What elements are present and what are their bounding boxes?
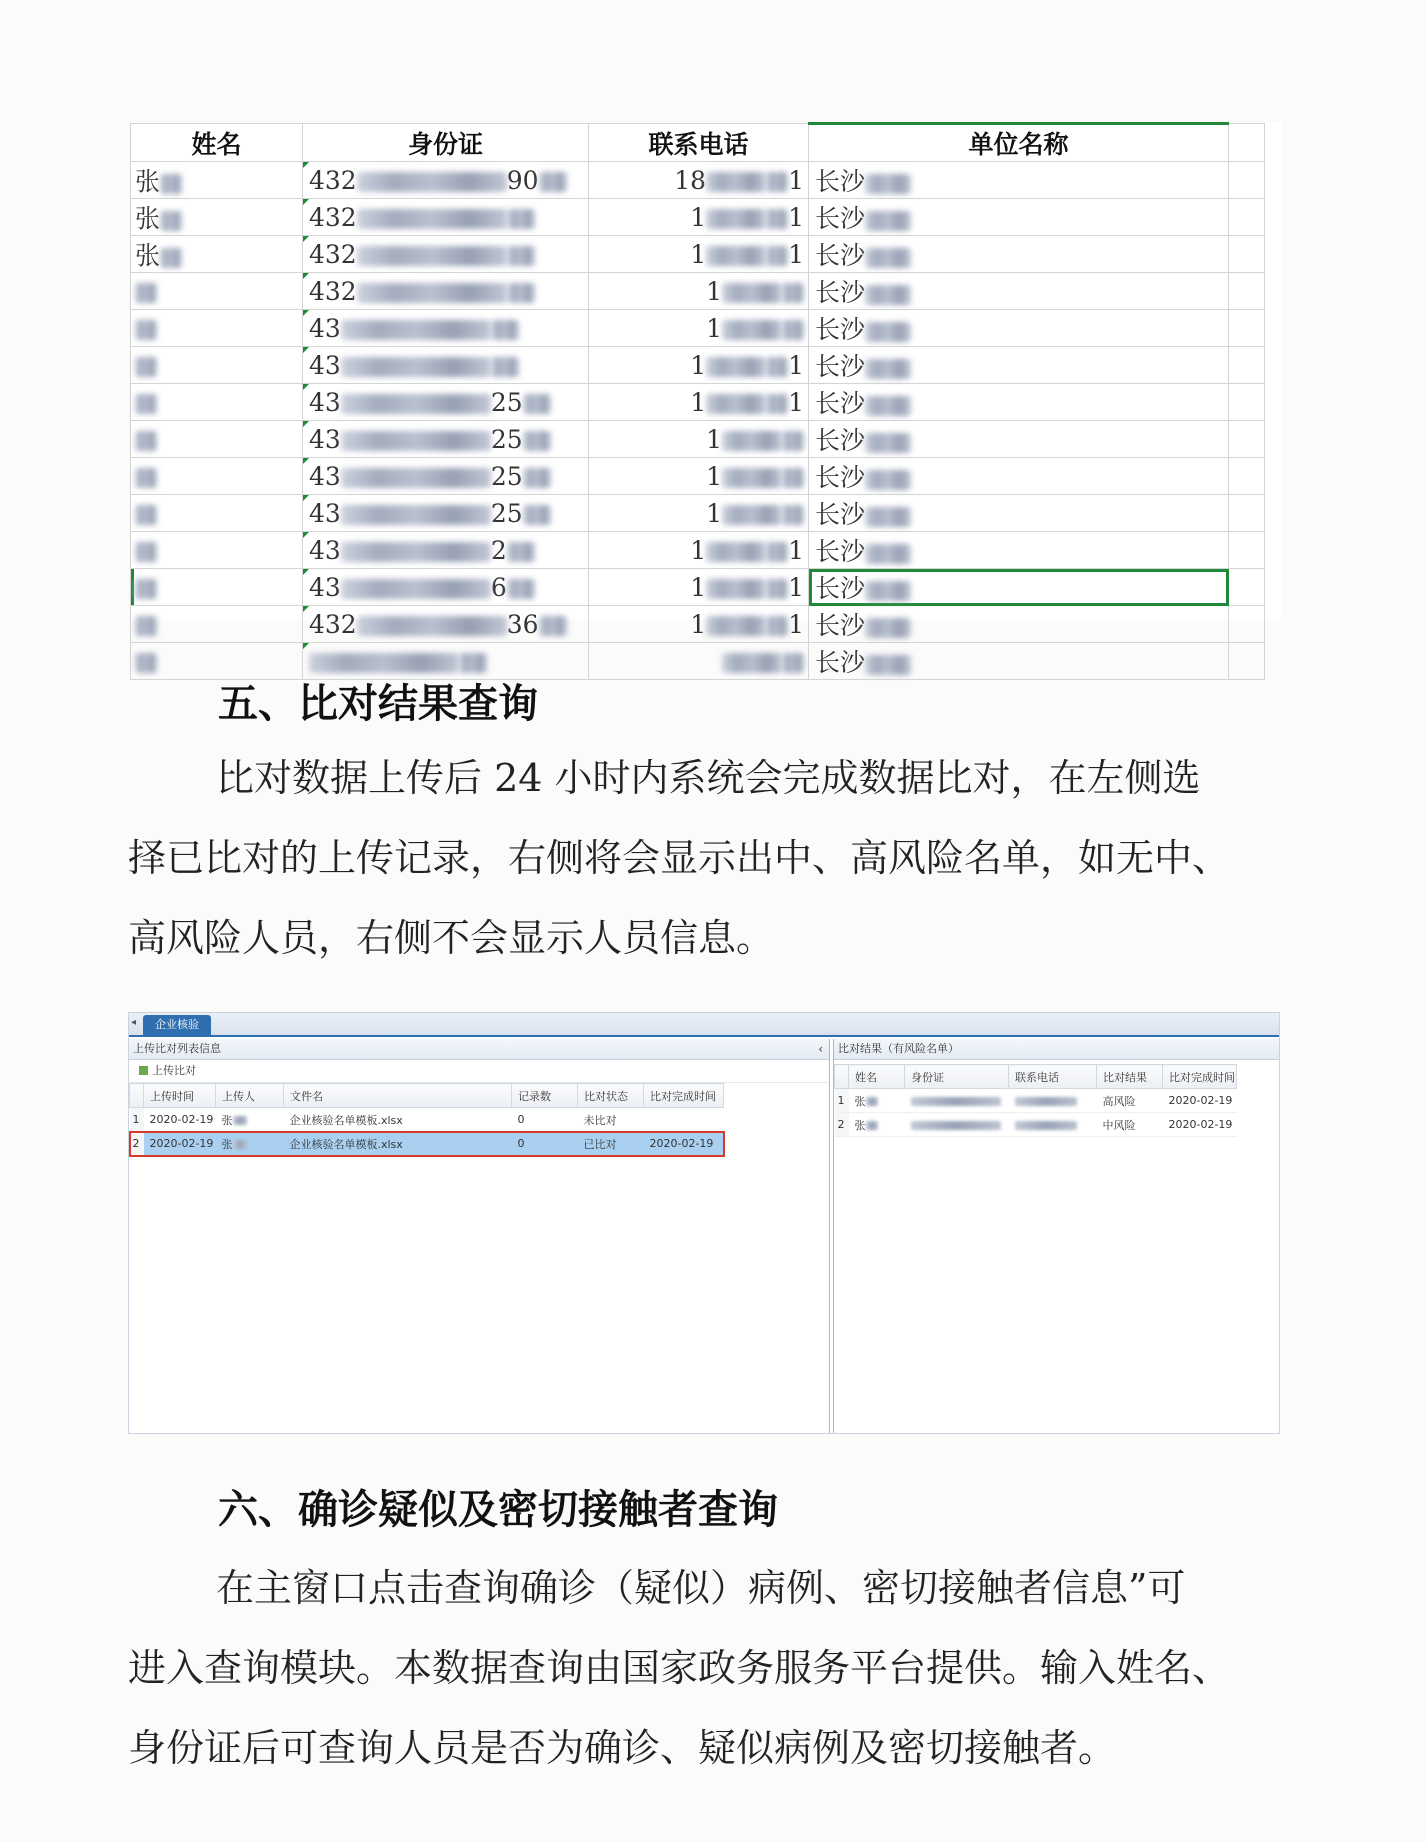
masked-text — [507, 579, 535, 599]
masked-text — [865, 396, 911, 416]
spreadsheet-row[interactable] — [131, 236, 1265, 273]
masked-text — [135, 542, 157, 562]
header-risk-done-time[interactable]: 比对完成时间 — [1163, 1065, 1237, 1089]
masked-text — [341, 320, 491, 340]
header-uploader[interactable]: 上传人 — [216, 1084, 284, 1108]
right-panel — [833, 1039, 1279, 1433]
masked-text — [865, 655, 911, 675]
tab-scroll-left-icon[interactable]: ◂ — [131, 1017, 137, 1028]
cell-phone[interactable] — [589, 643, 809, 680]
section5-line-2: 择已比对的上传记录，右侧将会显示出中、高风险名单，如无中、 — [128, 836, 1231, 880]
cell-unit[interactable]: 长沙 — [809, 532, 1229, 569]
header-unit[interactable]: 单位名称 — [809, 124, 1229, 162]
cell-phone[interactable]: 1 1 — [589, 236, 809, 273]
upload-icon — [139, 1066, 148, 1075]
header-compare-status[interactable]: 比对状态 — [578, 1084, 644, 1108]
cell-id[interactable]: 43 — [303, 347, 589, 384]
cell-phone[interactable]: 1 1 — [589, 606, 809, 643]
spreadsheet-row[interactable] — [131, 421, 1265, 458]
masked-text — [766, 357, 788, 377]
cell-compare-status: 未比对 — [578, 1108, 644, 1132]
left-panel-title — [129, 1039, 829, 1060]
cell-unit[interactable]: 长沙 — [809, 421, 1229, 458]
cell-id[interactable]: 43 25 — [303, 495, 589, 532]
masked-text — [865, 211, 911, 231]
cell-extra[interactable] — [1229, 569, 1265, 606]
masked-text — [706, 616, 766, 636]
header-phone[interactable]: 联系电话 — [589, 124, 809, 162]
spreadsheet-row[interactable] — [131, 532, 1265, 569]
row-number: 1 — [835, 1089, 849, 1113]
masked-text — [341, 394, 491, 414]
masked-text — [865, 544, 911, 564]
masked-text — [782, 431, 804, 451]
header-rownum — [130, 1084, 144, 1108]
header-compare-done-time[interactable]: 比对完成时间 — [644, 1084, 724, 1108]
left-panel-title-text: 上传比对列表信息 — [133, 1042, 221, 1055]
cell-risk-result: 中风险 — [1097, 1113, 1163, 1137]
masked-text — [539, 616, 567, 636]
masked-text — [722, 283, 782, 303]
cell-name[interactable] — [131, 606, 303, 643]
cell-uploader: 张 — [216, 1108, 284, 1132]
cell-phone[interactable]: 1 1 — [589, 569, 809, 606]
header-record-count[interactable]: 记录数 — [512, 1084, 578, 1108]
section6-line-1: 在主窗口点击查询确诊（疑似）病例、密切接触者信息”可 — [216, 1566, 1186, 1610]
header-upload-time[interactable]: 上传时间 — [144, 1084, 216, 1108]
cell-name[interactable]: 张 — [131, 199, 303, 236]
spreadsheet-row[interactable] — [131, 310, 1265, 347]
masked-text — [766, 246, 788, 266]
cell-name[interactable] — [131, 310, 303, 347]
cell-extra[interactable] — [1229, 532, 1265, 569]
masked-text — [782, 320, 804, 340]
masked-text — [911, 1097, 1001, 1106]
cell-name[interactable]: 张 — [131, 162, 303, 199]
cell-uploader: 张 — [216, 1132, 284, 1156]
section6-line-3: 身份证后可查询人员是否为确诊、疑似病例及密切接触者。 — [128, 1726, 1117, 1770]
header-extra[interactable] — [1229, 124, 1265, 162]
section5-heading: 五、比对结果查询 — [218, 681, 538, 727]
tab-enterprise-verify[interactable]: 企业核验 — [143, 1015, 211, 1035]
cell-risk-name: 张 — [849, 1089, 905, 1113]
spreadsheet-row[interactable] — [131, 606, 1265, 643]
cell-extra[interactable] — [1229, 273, 1265, 310]
cell-phone[interactable]: 1 1 — [589, 384, 809, 421]
cell-unit[interactable]: 长沙 — [809, 495, 1229, 532]
masked-text — [866, 1121, 878, 1130]
masked-text — [865, 581, 911, 601]
masked-text — [722, 505, 782, 525]
cell-extra[interactable] — [1229, 347, 1265, 384]
cell-id[interactable]: 43 — [303, 310, 589, 347]
cell-name[interactable] — [131, 347, 303, 384]
masked-text — [782, 283, 804, 303]
masked-text — [341, 431, 491, 451]
cell-extra[interactable] — [1229, 162, 1265, 199]
header-risk-id[interactable]: 身份证 — [905, 1065, 1009, 1089]
masked-text — [507, 246, 535, 266]
masked-text — [160, 211, 182, 231]
cell-unit[interactable]: 长沙 — [809, 236, 1229, 273]
cell-unit[interactable]: 长沙 — [809, 199, 1229, 236]
cell-id[interactable]: 43 25 — [303, 458, 589, 495]
masked-text — [766, 209, 788, 229]
masked-text — [865, 285, 911, 305]
masked-text — [782, 505, 804, 525]
spreadsheet-row[interactable] — [131, 458, 1265, 495]
masked-text — [341, 542, 491, 562]
masked-text — [539, 172, 567, 192]
masked-text — [135, 468, 157, 488]
cell-unit[interactable]: 长沙 — [809, 347, 1229, 384]
cell-compare-done-time — [644, 1108, 724, 1132]
masked-text — [459, 653, 487, 673]
spreadsheet-table — [130, 122, 1265, 680]
masked-text — [865, 507, 911, 527]
cell-compare-done-time: 2020-02-19 — [644, 1132, 724, 1156]
row-marker — [131, 569, 134, 605]
masked-text — [1015, 1097, 1077, 1106]
masked-text — [135, 505, 157, 525]
masked-text — [865, 322, 911, 342]
masked-text — [911, 1121, 1001, 1130]
masked-text — [722, 468, 782, 488]
masked-text — [507, 542, 535, 562]
upload-list-row-selected[interactable] — [130, 1132, 724, 1156]
masked-text — [706, 542, 766, 562]
cell-name[interactable] — [131, 273, 303, 310]
cell-extra[interactable] — [1229, 606, 1265, 643]
section6-heading: 六、确诊疑似及密切接触者查询 — [218, 1487, 778, 1533]
masked-text — [865, 248, 911, 268]
row-number: 2 — [130, 1132, 144, 1156]
risk-list-row[interactable] — [835, 1113, 1237, 1137]
masked-text — [341, 579, 491, 599]
cell-unit[interactable]: 长沙 — [809, 162, 1229, 199]
cell-record-count: 0 — [512, 1108, 578, 1132]
cell-extra[interactable] — [1229, 458, 1265, 495]
masked-text — [865, 174, 911, 194]
risk-list-table — [834, 1064, 1237, 1137]
right-panel-title: 比对结果（有风险名单） — [834, 1039, 1279, 1060]
masked-text — [722, 431, 782, 451]
masked-text — [357, 209, 507, 229]
header-risk-result[interactable]: 比对结果 — [1097, 1065, 1163, 1089]
upload-list-table — [129, 1083, 724, 1156]
cell-unit[interactable]: 长沙 — [809, 606, 1229, 643]
upload-list-row[interactable] — [130, 1108, 724, 1132]
header-risk-phone[interactable]: 联系电话 — [1009, 1065, 1097, 1089]
masked-text — [706, 172, 766, 192]
cell-phone[interactable]: 1 1 — [589, 532, 809, 569]
masked-text — [766, 394, 788, 414]
masked-text — [135, 283, 157, 303]
cell-upload-time: 2020-02-19 — [144, 1108, 216, 1132]
cell-id[interactable]: 43 25 — [303, 384, 589, 421]
cell-phone[interactable]: 1 — [589, 273, 809, 310]
masked-text — [357, 616, 507, 636]
spreadsheet-row[interactable] — [131, 495, 1265, 532]
header-risk-name[interactable]: 姓名 — [849, 1065, 905, 1089]
cell-record-count: 0 — [512, 1132, 578, 1156]
spreadsheet-screenshot — [130, 122, 1282, 677]
row-number: 2 — [835, 1113, 849, 1137]
cell-risk-done-time: 2020-02-19 — [1163, 1113, 1237, 1137]
cell-unit[interactable]: 长沙 — [809, 273, 1229, 310]
cell-upload-time: 2020-02-19 — [144, 1132, 216, 1156]
spreadsheet-row[interactable] — [131, 384, 1265, 421]
spreadsheet-row[interactable] — [131, 273, 1265, 310]
spreadsheet-header-row — [131, 124, 1265, 162]
cell-id[interactable]: 43 2 — [303, 532, 589, 569]
masked-text — [341, 468, 491, 488]
masked-text — [865, 433, 911, 453]
cell-risk-result: 高风险 — [1097, 1089, 1163, 1113]
masked-text — [135, 579, 157, 599]
masked-text — [706, 394, 766, 414]
cell-id[interactable]: 432 — [303, 273, 589, 310]
masked-text — [866, 1097, 878, 1106]
cell-id[interactable]: 432 — [303, 236, 589, 273]
header-rownum — [835, 1065, 849, 1089]
spreadsheet-body — [131, 162, 1265, 680]
masked-text — [706, 209, 766, 229]
cell-unit[interactable]: 长沙 — [809, 569, 1229, 606]
masked-text — [523, 468, 551, 488]
masked-text — [865, 618, 911, 638]
cell-extra[interactable] — [1229, 199, 1265, 236]
collapse-left-icon[interactable]: ‹ — [818, 1042, 823, 1056]
masked-text — [706, 579, 766, 599]
cell-phone[interactable]: 1 — [589, 310, 809, 347]
header-name[interactable]: 姓名 — [131, 124, 303, 162]
masked-text — [782, 468, 804, 488]
cell-unit[interactable]: 长沙 — [809, 310, 1229, 347]
cell-risk-phone — [1009, 1089, 1097, 1113]
section5-line-3: 高风险人员，右侧不会显示人员信息。 — [128, 916, 775, 960]
cell-name[interactable] — [131, 384, 303, 421]
cell-compare-status: 已比对 — [578, 1132, 644, 1156]
cell-phone[interactable]: 1 — [589, 421, 809, 458]
masked-text — [135, 394, 157, 414]
left-panel — [129, 1039, 830, 1433]
spreadsheet-row[interactable] — [131, 162, 1265, 199]
cell-name[interactable] — [131, 421, 303, 458]
masked-text — [135, 431, 157, 451]
header-id[interactable]: 身份证 — [303, 124, 589, 162]
risk-list-header — [835, 1065, 1237, 1089]
cell-risk-name: 张 — [849, 1113, 905, 1137]
cell-name[interactable] — [131, 458, 303, 495]
masked-text — [766, 616, 788, 636]
cell-extra[interactable] — [1229, 495, 1265, 532]
masked-text — [507, 283, 535, 303]
row-number: 1 — [130, 1108, 144, 1132]
cell-extra[interactable] — [1229, 421, 1265, 458]
section6-line-2: 进入查询模块。本数据查询由国家政务服务平台提供。输入姓名、 — [128, 1646, 1231, 1690]
cell-unit[interactable]: 长沙 — [809, 384, 1229, 421]
cell-filename: 企业核验名单模板.xlsx — [284, 1108, 512, 1132]
masked-text — [706, 357, 766, 377]
spreadsheet-row[interactable] — [131, 569, 1265, 606]
cell-id[interactable]: 432 90 — [303, 162, 589, 199]
masked-text — [357, 246, 507, 266]
masked-text — [766, 542, 788, 562]
masked-text — [135, 653, 157, 673]
masked-text — [865, 359, 911, 379]
risk-list-row[interactable] — [835, 1089, 1237, 1113]
header-filename[interactable]: 文件名 — [284, 1084, 512, 1108]
spreadsheet-row[interactable] — [131, 347, 1265, 384]
cell-id[interactable]: 432 36 — [303, 606, 589, 643]
masked-text — [135, 357, 157, 377]
masked-text — [722, 653, 782, 673]
masked-text — [722, 320, 782, 340]
masked-text — [782, 653, 804, 673]
cell-filename: 企业核验名单模板.xlsx — [284, 1132, 512, 1156]
masked-text — [160, 174, 182, 194]
masked-text — [523, 431, 551, 451]
section6-paragraph — [128, 1548, 1358, 1788]
section5-line-1: 比对数据上传后 24 小时内系统会完成数据比对，在左侧选 — [216, 756, 1201, 800]
cell-id[interactable]: 432 — [303, 199, 589, 236]
masked-text — [341, 357, 491, 377]
masked-text — [357, 283, 507, 303]
masked-text — [491, 320, 519, 340]
cell-phone[interactable]: 1 — [589, 458, 809, 495]
masked-text — [507, 209, 535, 229]
cell-name[interactable] — [131, 495, 303, 532]
cell-id[interactable]: 43 25 — [303, 421, 589, 458]
cell-extra[interactable] — [1229, 384, 1265, 421]
cell-phone[interactable]: 18 1 — [589, 162, 809, 199]
cell-risk-id — [905, 1113, 1009, 1137]
cell-extra[interactable] — [1229, 310, 1265, 347]
masked-text — [865, 470, 911, 490]
cell-name[interactable] — [131, 532, 303, 569]
masked-text — [357, 172, 507, 192]
tab-bar — [129, 1013, 1279, 1037]
masked-text — [160, 248, 182, 268]
masked-text — [523, 394, 551, 414]
cell-extra[interactable] — [1229, 643, 1265, 680]
cell-risk-id — [905, 1089, 1009, 1113]
masked-text — [233, 1116, 247, 1125]
cell-id[interactable]: 43 6 — [303, 569, 589, 606]
cell-phone[interactable]: 1 — [589, 495, 809, 532]
spreadsheet-row[interactable] — [131, 199, 1265, 236]
masked-text — [523, 505, 551, 525]
masked-text — [341, 505, 491, 525]
cell-risk-phone — [1009, 1113, 1097, 1137]
cell-name[interactable] — [131, 569, 303, 606]
cell-unit[interactable]: 长沙 — [809, 643, 1229, 680]
upload-compare-button[interactable] — [139, 1064, 196, 1077]
masked-text — [1015, 1121, 1077, 1130]
upload-list-header — [130, 1084, 724, 1108]
section5-paragraph — [128, 738, 1358, 978]
left-toolbar — [129, 1060, 829, 1083]
masked-text — [491, 357, 519, 377]
app-screenshot — [128, 1012, 1280, 1434]
cell-phone[interactable]: 1 1 — [589, 199, 809, 236]
masked-text — [706, 246, 766, 266]
masked-text — [766, 579, 788, 599]
cell-phone[interactable]: 1 1 — [589, 347, 809, 384]
cell-unit[interactable]: 长沙 — [809, 458, 1229, 495]
cell-extra[interactable] — [1229, 236, 1265, 273]
masked-text — [309, 653, 459, 673]
masked-text — [766, 172, 788, 192]
masked-text — [233, 1140, 247, 1149]
upload-compare-label: 上传比对 — [152, 1064, 196, 1077]
masked-text — [135, 320, 157, 340]
cell-name[interactable]: 张 — [131, 236, 303, 273]
cell-risk-done-time: 2020-02-19 — [1163, 1089, 1237, 1113]
masked-text — [135, 616, 157, 636]
